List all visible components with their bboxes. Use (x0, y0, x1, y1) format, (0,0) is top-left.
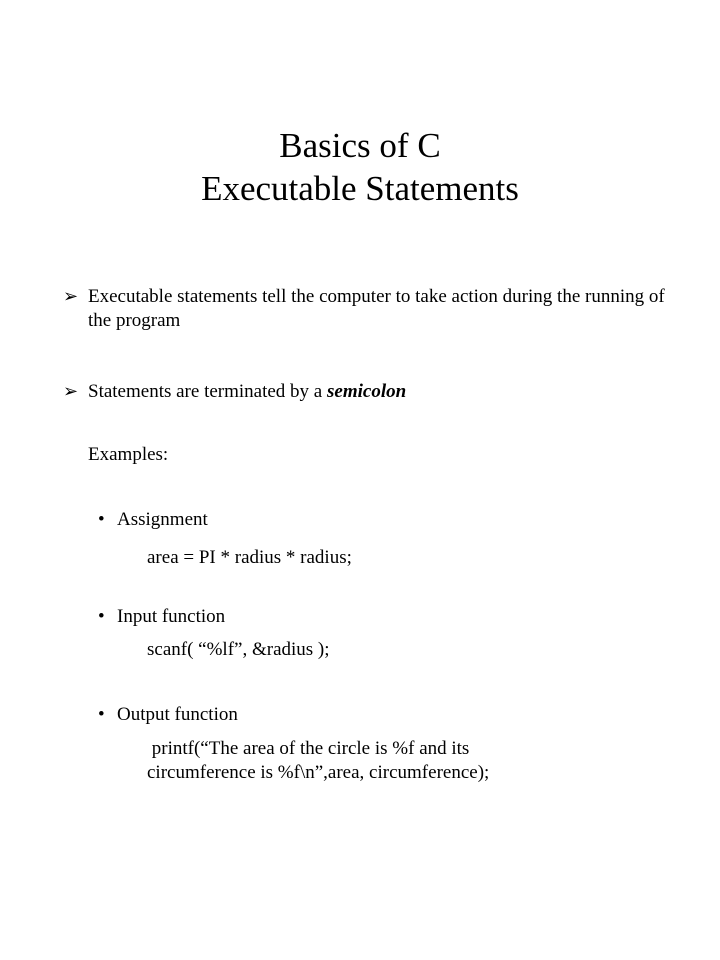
semicolon-emphasis: semicolon (327, 381, 407, 402)
point-text-prefix: Statements are terminated by a (88, 381, 327, 402)
arrow-bullet-icon: ➢ (63, 381, 79, 402)
title-line-2: Executable Statements (201, 169, 519, 208)
example-code-output (147, 737, 667, 785)
point-text (88, 380, 668, 404)
example-label: Output function (117, 704, 238, 725)
code-line: scanf( “%lf”, &radius ); (147, 639, 330, 660)
bullet-dot-icon: • (98, 606, 105, 627)
slide-title (0, 124, 720, 210)
examples-label: Examples: (88, 444, 169, 465)
example-code-assignment (147, 546, 667, 570)
example-label: Assignment (117, 509, 208, 530)
bullet-dot-icon: • (98, 704, 105, 725)
code-line: printf(“The area of the circle is %f and its (147, 738, 470, 759)
bullet-dot-icon: • (98, 509, 105, 530)
example-label: Input function (117, 606, 226, 627)
code-line: area = PI * radius * radius; (147, 547, 352, 568)
title-line-1: Basics of C (279, 126, 441, 165)
point-text: Executable statements tell the computer to take action during the running of the program (88, 286, 665, 331)
example-code-input (147, 638, 667, 662)
arrow-bullet-icon: ➢ (63, 286, 79, 307)
code-line: circumference is %f\n”,area, circumference); (147, 762, 490, 783)
